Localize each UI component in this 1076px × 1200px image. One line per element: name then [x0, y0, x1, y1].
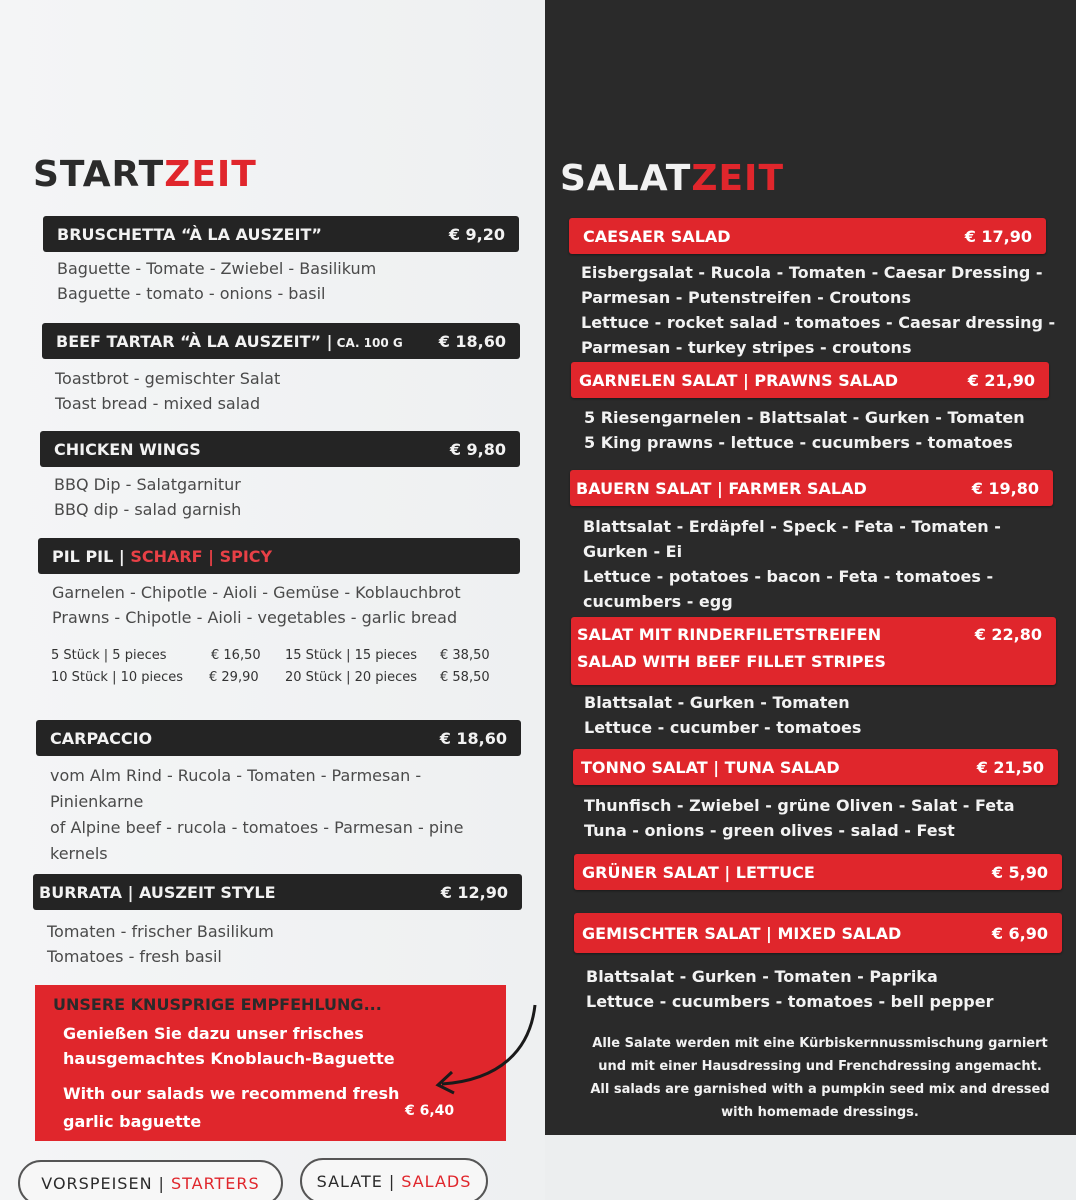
item-description: Toastbrot - gemischter Salat Toast bread - mixed salad — [55, 369, 281, 413]
garlic-baguette-promo: UNSERE KNUSPRIGE EMPFEHLUNG... Genießen Sie dazu unser frisches hausgemachtes Knoblauch-Baguette With our salads we recommend fresh garlic baguette € 6,40 — [35, 985, 506, 1141]
item-description: Baguette - Tomate - Zwiebel - Basilikum Baguette - tomato - onions - basil — [57, 259, 377, 303]
menu-item-burrata: BURRATA | AUSZEIT STYLE € 12,90 — [33, 874, 522, 910]
tab-starters[interactable]: VORSPEISEN | STARTERS — [18, 1160, 283, 1200]
menu-item-tuna-salad: TONNO SALAT | TUNA SALAD € 21,50 — [573, 749, 1058, 785]
item-description: vom Alm Rind - Rucola - Tomaten - Parmesan - Pinienkarne of Alpine beef - rucola - tomatoes - Parmesan - pine kernels — [50, 766, 464, 863]
curved-arrow-icon — [430, 1000, 545, 1095]
menu-item-chicken-wings: CHICKEN WINGS € 9,80 — [40, 431, 520, 467]
menu-item-farmer-salad: BAUERN SALAT | FARMER SALAD € 19,80 — [570, 470, 1053, 506]
menu-item-green-salad: GRÜNER SALAT | LETTUCE € 5,90 — [574, 854, 1062, 890]
pil-pil-pieces: 5 Stück | 5 pieces € 16,50 15 Stück | 15 pieces € 38,50 10 Stück | 10 pieces € 29,90 20 Stück | 20 pieces € 58,50 — [51, 648, 490, 685]
starters-heading: STARTZEIT — [33, 154, 257, 195]
item-description: Eisbergsalat - Rucola - Tomaten - Caesar Dressing - Parmesan - Putenstreifen - Croutons Lettuce - rocket salad - tomatoes - Caesar dressing - Parmesan - turkey stripes - croutons — [581, 263, 1056, 357]
item-description: Blattsalat - Erdäpfel - Speck - Feta - Tomaten - Gurken - Ei Lettuce - potatoes - bacon - Feta - tomatoes - cucumbers - egg — [583, 517, 1001, 611]
menu-item-beef-tartar: BEEF TARTAR “À LA AUSZEIT” | CA. 100 G € 18,60 — [42, 323, 520, 359]
menu-item-mixed-salad: GEMISCHTER SALAT | MIXED SALAD € 6,90 — [574, 913, 1062, 953]
item-description: Blattsalat - Gurken - Tomaten Lettuce - cucumber - tomatoes — [584, 693, 862, 737]
salads-heading: SALATZEIT — [560, 158, 785, 199]
menu-item-prawns-salad: GARNELEN SALAT | PRAWNS SALAD € 21,90 — [571, 362, 1049, 398]
menu-item-carpaccio: CARPACCIO € 18,60 — [36, 720, 521, 756]
menu-item-beef-fillet-salad: SALAT MIT RINDERFILETSTREIFEN SALAD WITH BEEF FILLET STRIPES € 22,80 — [571, 617, 1056, 685]
item-description: BBQ Dip - Salatgarnitur BBQ dip - salad garnish — [54, 475, 242, 519]
item-description: Tomaten - frischer Basilikum Tomatoes - fresh basil — [47, 922, 274, 966]
menu-item-caesar-salad: CAESAER SALAD € 17,90 — [569, 218, 1046, 254]
salad-dressing-note: Alle Salate werden mit eine Kürbiskernnussmischung garniert und mit einer Hausdressing und Frenchdressing angemacht. All salads are garnished with a pumpkin seed mix and dressed with homemade dressings. — [590, 1036, 1050, 1120]
item-description: 5 Riesengarnelen - Blattsalat - Gurken - Tomaten 5 King prawns - lettuce - cucumbers - tomatoes — [584, 408, 1025, 452]
item-description: Thunfisch - Zwiebel - grüne Oliven - Salat - Feta Tuna - onions - green olives - salad - Fest — [584, 796, 1015, 840]
tab-salads[interactable]: SALATE | SALADS — [300, 1158, 488, 1200]
menu-item-bruschetta: BRUSCHETTA “À LA AUSZEIT” € 9,20 — [43, 216, 519, 252]
menu-item-pil-pil: PIL PIL | SCHARF | SPICY — [38, 538, 520, 574]
item-description: Garnelen - Chipotle - Aioli - Gemüse - Koblauchbrot Prawns - Chipotle - Aioli - vegetables - garlic bread — [52, 583, 461, 627]
item-description: Blattsalat - Gurken - Tomaten - Paprika Lettuce - cucumbers - tomatoes - bell pepper — [586, 967, 994, 1011]
